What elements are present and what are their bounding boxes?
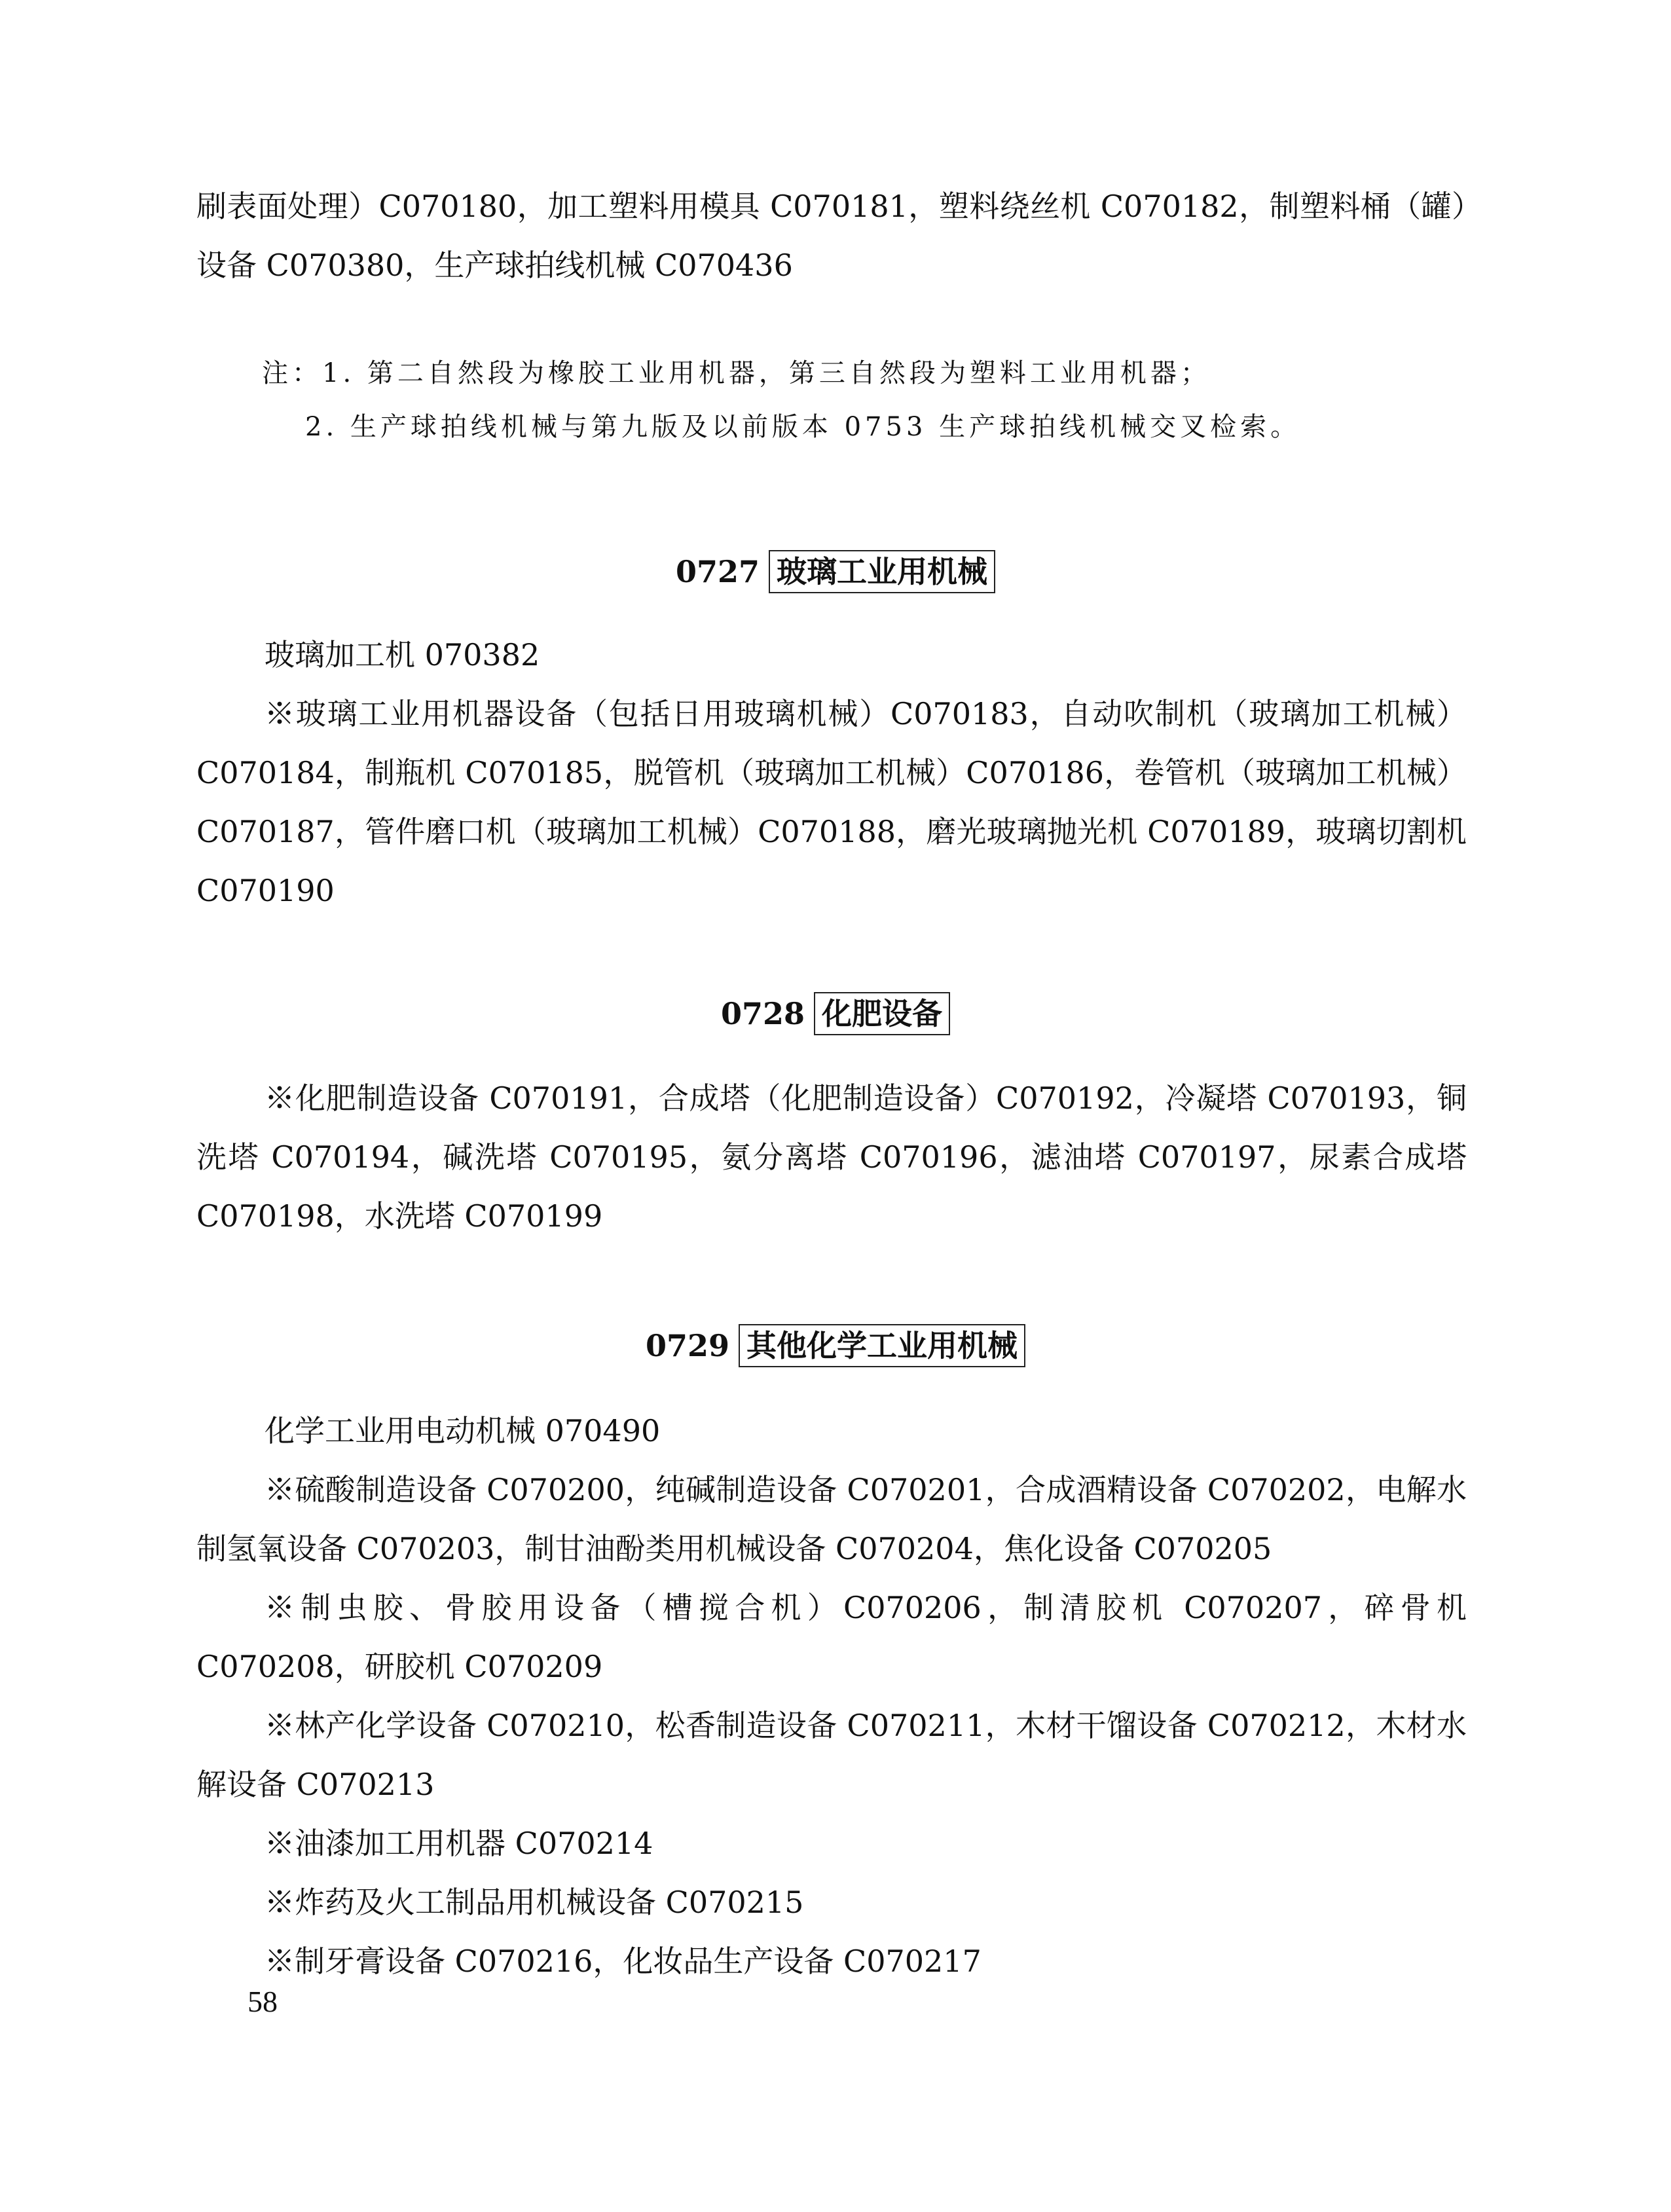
note-2: 2. 生产球拍线机械与第九版及以前版本 0753 生产球拍线机械交叉检索。 <box>305 412 1301 442</box>
paragraph: 化学工业用电动机械 070490 <box>265 1413 661 1448</box>
section-code: 0728 <box>720 996 805 1031</box>
paragraph: 玻璃加工机 070382 <box>265 637 540 673</box>
section-code: 0729 <box>645 1328 730 1363</box>
paragraph: ※玻璃工业用机器设备（包括日用玻璃机械）C070183，自动吹制机（玻璃加工机械）C070184，制瓶机 C070185，脱管机（玻璃加工机械）C070186，卷管机（玻璃加工机械）C070187，管件磨口机（玻璃加工机械）C070188，磨光玻璃抛光机 C070189，玻璃切割机 C070190 <box>196 696 1467 908</box>
paragraph: ※油漆加工用机器 C070214 <box>265 1826 653 1861</box>
paragraph: ※化肥制造设备 C070191，合成塔（化肥制造设备）C070192，冷凝塔 C070193，铜洗塔 C070194，碱洗塔 C070195，氨分离塔 C070196，滤油塔 C070197，尿素合成塔 C070198，水洗塔 C070199 <box>196 1080 1467 1234</box>
section-title: 玻璃工业用机械 <box>769 550 995 593</box>
paragraph: ※制牙膏设备 C070216，化妆品生产设备 C070217 <box>265 1944 982 1979</box>
section-title: 化肥设备 <box>814 992 950 1035</box>
paragraph: ※硫酸制造设备 C070200，纯碱制造设备 C070201，合成酒精设备 C070202，电解水制氢氧设备 C070203，制甘油酚类用机械设备 C070204，焦化设备 C070205 <box>196 1472 1467 1566</box>
section-code: 0727 <box>675 554 760 589</box>
paragraph: ※林产化学设备 C070210，松香制造设备 C070211，木材干馏设备 C070212，木材水解设备 C070213 <box>196 1708 1467 1802</box>
section-heading-0727 <box>0 549 1671 595</box>
section-title: 其他化学工业用机械 <box>739 1324 1025 1367</box>
section-heading-0729 <box>0 1323 1671 1369</box>
page-number: 58 <box>248 1985 278 2018</box>
paragraph: ※制虫胶、骨胶用设备（槽搅合机）C070206，制清胶机 C070207，碎骨机 C070208，研胶机 C070209 <box>196 1590 1467 1684</box>
section-heading-0728 <box>0 991 1671 1037</box>
paragraph-continued: 刷表面处理）C070180，加工塑料用模具 C070181，塑料绕丝机 C070182，制塑料桶（罐）设备 C070380，生产球拍线机械 C070436 <box>196 189 1467 283</box>
note-1: 注：1. 第二自然段为橡胶工业用机器，第三自然段为塑料工业用机器； <box>262 358 1211 388</box>
paragraph: ※炸药及火工制品用机械设备 C070215 <box>265 1885 804 1920</box>
